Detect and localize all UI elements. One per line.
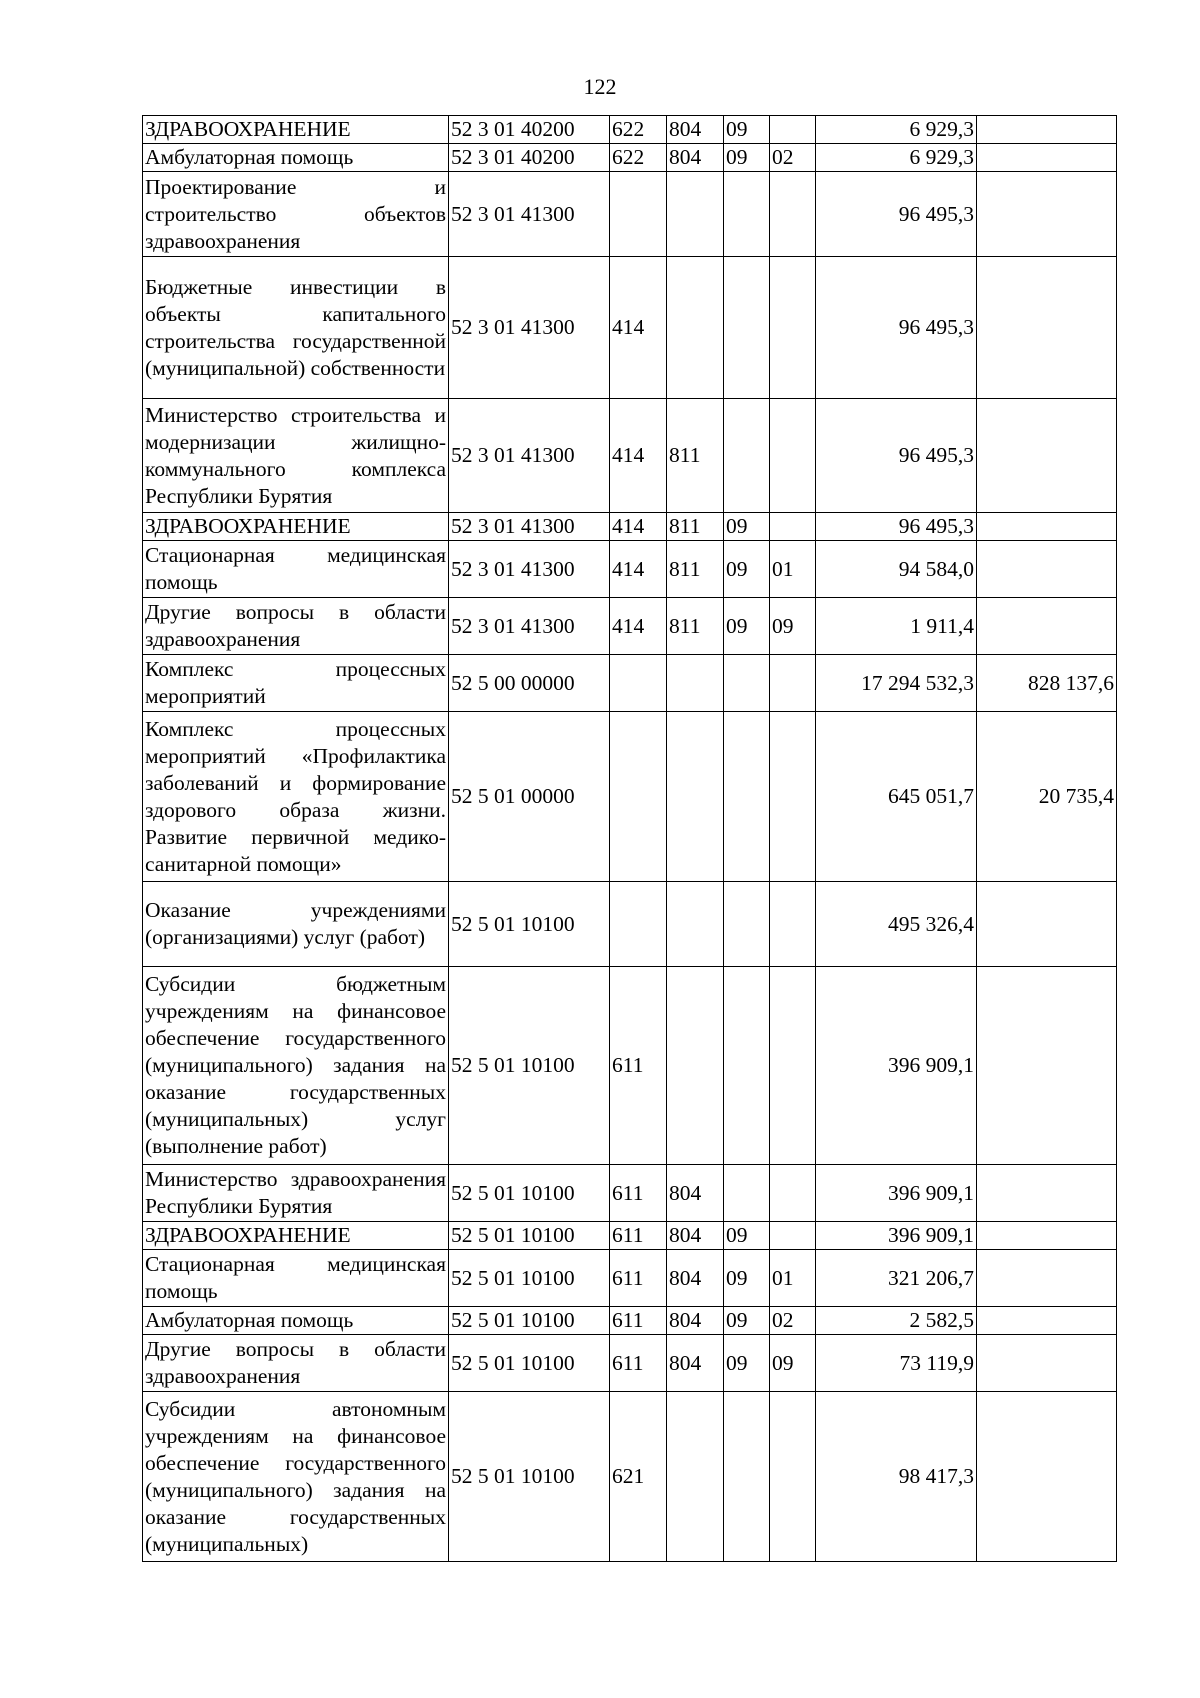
row-pr: [770, 513, 816, 541]
row-name: Субсидии бюджетным учреждениям на финансовое обеспечение государственного (муниципального) задания на оказание государственных (муниципальных) услуг (выполнение работ): [143, 967, 449, 1165]
row-rz: 09: [724, 144, 770, 172]
row-sum2: [977, 116, 1117, 144]
row-rz: [724, 655, 770, 712]
row-rz: [724, 967, 770, 1165]
row-vr: 611: [610, 1165, 667, 1222]
row-sum2: 20 735,4: [977, 712, 1117, 882]
row-rz: 09: [724, 1222, 770, 1250]
row-pr: 02: [770, 144, 816, 172]
budget-table: [142, 115, 1117, 1562]
row-name: Комплекс процессных мероприятий «Профилактика заболеваний и формирование здорового образа жизни. Развитие первичной медико-санитарной помощи»: [143, 712, 449, 882]
table-row: [143, 1222, 1117, 1250]
row-name: Стационарная медицинская помощь: [143, 1250, 449, 1307]
row-grbs: [667, 967, 724, 1165]
row-pr: [770, 655, 816, 712]
row-grbs: 804: [667, 1307, 724, 1335]
row-pr: [770, 1392, 816, 1562]
row-pr: 01: [770, 541, 816, 598]
table-row: [143, 1307, 1117, 1335]
row-grbs: [667, 257, 724, 399]
row-rz: [724, 1392, 770, 1562]
row-sum2: [977, 1335, 1117, 1392]
row-sum1: 396 909,1: [816, 967, 977, 1165]
row-vr: 622: [610, 116, 667, 144]
table-row: [143, 541, 1117, 598]
row-sum2: [977, 1307, 1117, 1335]
row-grbs: [667, 882, 724, 967]
row-code: 52 3 01 40200: [449, 116, 610, 144]
row-rz: [724, 712, 770, 882]
row-code: 52 5 01 10100: [449, 1307, 610, 1335]
table-row: [143, 172, 1117, 257]
row-grbs: [667, 172, 724, 257]
row-pr: [770, 882, 816, 967]
row-rz: 09: [724, 541, 770, 598]
row-vr: 414: [610, 598, 667, 655]
row-name: Другие вопросы в области здравоохранения: [143, 1335, 449, 1392]
table-row: [143, 1250, 1117, 1307]
row-name: Министерство строительства и модернизации жилищно-коммунального комплекса Республики Бурятия: [143, 399, 449, 513]
row-code: 52 3 01 41300: [449, 399, 610, 513]
row-name: ЗДРАВООХРАНЕНИЕ: [143, 513, 449, 541]
row-code: 52 3 01 40200: [449, 144, 610, 172]
table-row: [143, 257, 1117, 399]
row-pr: [770, 712, 816, 882]
row-rz: 09: [724, 1335, 770, 1392]
row-pr: [770, 1222, 816, 1250]
row-vr: [610, 712, 667, 882]
row-sum2: [977, 399, 1117, 513]
row-sum1: 1 911,4: [816, 598, 977, 655]
table-row: [143, 1165, 1117, 1222]
row-sum2: [977, 598, 1117, 655]
row-vr: 621: [610, 1392, 667, 1562]
row-name: Амбулаторная помощь: [143, 1307, 449, 1335]
row-code: 52 5 01 10100: [449, 967, 610, 1165]
row-pr: 09: [770, 598, 816, 655]
row-code: 52 5 01 10100: [449, 1165, 610, 1222]
row-code: 52 5 01 10100: [449, 882, 610, 967]
row-sum1: 645 051,7: [816, 712, 977, 882]
row-sum1: 17 294 532,3: [816, 655, 977, 712]
row-sum1: 96 495,3: [816, 513, 977, 541]
row-sum1: 2 582,5: [816, 1307, 977, 1335]
row-sum2: 828 137,6: [977, 655, 1117, 712]
row-vr: 611: [610, 967, 667, 1165]
table-row: [143, 116, 1117, 144]
row-name: Бюджетные инвестиции в объекты капитального строительства государственной (муниципальной) собственности: [143, 257, 449, 399]
row-sum2: [977, 541, 1117, 598]
table-row: [143, 598, 1117, 655]
table-row: [143, 1392, 1117, 1562]
row-rz: 09: [724, 513, 770, 541]
row-grbs: [667, 655, 724, 712]
row-sum2: [977, 1250, 1117, 1307]
row-code: 52 3 01 41300: [449, 541, 610, 598]
row-sum1: 396 909,1: [816, 1222, 977, 1250]
row-pr: [770, 967, 816, 1165]
table-row: [143, 399, 1117, 513]
row-pr: [770, 172, 816, 257]
row-rz: 09: [724, 1307, 770, 1335]
row-sum2: [977, 172, 1117, 257]
row-code: 52 5 01 00000: [449, 712, 610, 882]
row-sum1: 94 584,0: [816, 541, 977, 598]
row-code: 52 5 01 10100: [449, 1250, 610, 1307]
row-vr: [610, 882, 667, 967]
row-vr: 611: [610, 1335, 667, 1392]
row-grbs: 804: [667, 1250, 724, 1307]
row-pr: 02: [770, 1307, 816, 1335]
row-sum2: [977, 1222, 1117, 1250]
row-vr: 414: [610, 513, 667, 541]
row-code: 52 3 01 41300: [449, 598, 610, 655]
row-grbs: 811: [667, 598, 724, 655]
row-sum2: [977, 1392, 1117, 1562]
row-grbs: 804: [667, 1222, 724, 1250]
row-vr: 611: [610, 1307, 667, 1335]
row-code: 52 3 01 41300: [449, 513, 610, 541]
row-vr: [610, 172, 667, 257]
row-sum1: 495 326,4: [816, 882, 977, 967]
row-grbs: 811: [667, 541, 724, 598]
row-rz: [724, 172, 770, 257]
row-grbs: 804: [667, 1335, 724, 1392]
row-code: 52 5 01 10100: [449, 1222, 610, 1250]
table-row: [143, 655, 1117, 712]
row-pr: [770, 1165, 816, 1222]
row-name: Оказание учреждениями (организациями) услуг (работ): [143, 882, 449, 967]
row-name: Стационарная медицинская помощь: [143, 541, 449, 598]
row-code: 52 3 01 41300: [449, 257, 610, 399]
table-row: [143, 967, 1117, 1165]
row-sum1: 321 206,7: [816, 1250, 977, 1307]
row-vr: 414: [610, 399, 667, 513]
row-vr: 622: [610, 144, 667, 172]
row-grbs: 811: [667, 399, 724, 513]
row-sum1: 98 417,3: [816, 1392, 977, 1562]
row-sum2: [977, 882, 1117, 967]
row-rz: [724, 257, 770, 399]
row-vr: 414: [610, 257, 667, 399]
row-sum2: [977, 967, 1117, 1165]
row-rz: [724, 882, 770, 967]
row-sum1: 96 495,3: [816, 399, 977, 513]
row-pr: [770, 116, 816, 144]
row-sum1: 96 495,3: [816, 257, 977, 399]
row-rz: [724, 1165, 770, 1222]
row-vr: 611: [610, 1222, 667, 1250]
row-vr: [610, 655, 667, 712]
row-code: 52 5 01 10100: [449, 1335, 610, 1392]
row-sum1: 73 119,9: [816, 1335, 977, 1392]
row-sum1: 96 495,3: [816, 172, 977, 257]
row-name: Амбулаторная помощь: [143, 144, 449, 172]
row-code: 52 5 00 00000: [449, 655, 610, 712]
row-name: Комплекс процессных мероприятий: [143, 655, 449, 712]
table-row: [143, 513, 1117, 541]
row-name: ЗДРАВООХРАНЕНИЕ: [143, 116, 449, 144]
row-name: ЗДРАВООХРАНЕНИЕ: [143, 1222, 449, 1250]
row-rz: 09: [724, 116, 770, 144]
row-sum2: [977, 1165, 1117, 1222]
row-name: Министерство здравоохранения Республики Бурятия: [143, 1165, 449, 1222]
row-rz: [724, 399, 770, 513]
row-name: Проектирование и строительство объектов здравоохранения: [143, 172, 449, 257]
row-sum1: 6 929,3: [816, 116, 977, 144]
row-rz: 09: [724, 598, 770, 655]
row-pr: 09: [770, 1335, 816, 1392]
table-row: [143, 144, 1117, 172]
row-sum1: 396 909,1: [816, 1165, 977, 1222]
row-pr: [770, 257, 816, 399]
row-sum2: [977, 257, 1117, 399]
table-row: [143, 712, 1117, 882]
table-row: [143, 1335, 1117, 1392]
row-rz: 09: [724, 1250, 770, 1307]
row-code: 52 3 01 41300: [449, 172, 610, 257]
row-grbs: [667, 712, 724, 882]
row-grbs: 804: [667, 116, 724, 144]
row-sum2: [977, 144, 1117, 172]
row-grbs: [667, 1392, 724, 1562]
row-code: 52 5 01 10100: [449, 1392, 610, 1562]
row-pr: [770, 399, 816, 513]
row-vr: 414: [610, 541, 667, 598]
row-grbs: 811: [667, 513, 724, 541]
row-sum2: [977, 513, 1117, 541]
row-vr: 611: [610, 1250, 667, 1307]
row-pr: 01: [770, 1250, 816, 1307]
row-sum1: 6 929,3: [816, 144, 977, 172]
page-number: 122: [583, 74, 617, 99]
row-grbs: 804: [667, 1165, 724, 1222]
row-name: Другие вопросы в области здравоохранения: [143, 598, 449, 655]
table-row: [143, 882, 1117, 967]
row-name: Субсидии автономным учреждениям на финансовое обеспечение государственного (муниципального) задания на оказание государственных (муниципальных): [143, 1392, 449, 1562]
row-grbs: 804: [667, 144, 724, 172]
